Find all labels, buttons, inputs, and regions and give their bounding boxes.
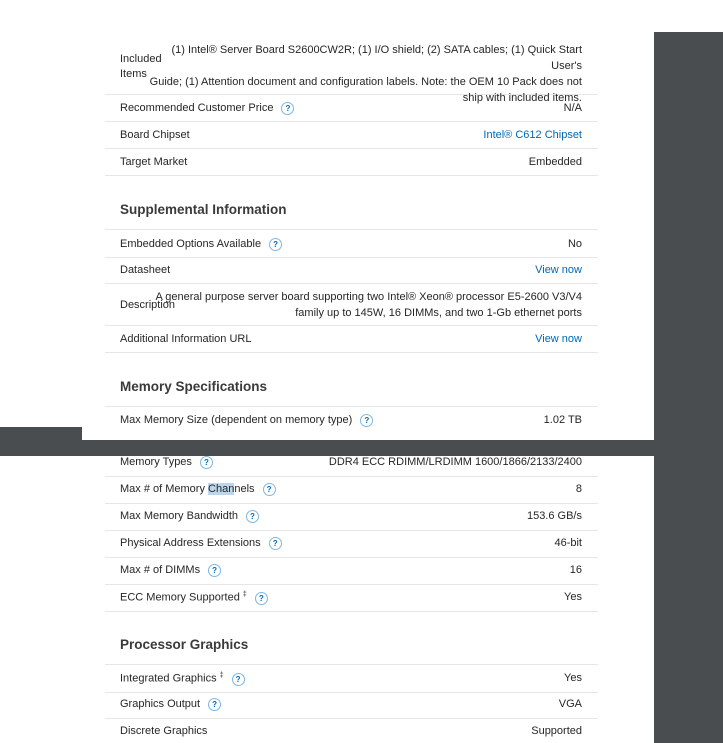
memory-bandwidth-value: 153.6 GB/s xyxy=(526,510,582,522)
label-text: Graphics Output xyxy=(120,698,201,710)
label-text: Integrated Graphics xyxy=(120,672,217,685)
value-line: A general purpose server board supporting two Intel® Xeon® processor E5-2600 V3/V4 xyxy=(155,291,582,303)
memory-channels-row xyxy=(105,476,598,504)
pae-value: 46-bit xyxy=(554,537,582,549)
label-text: Recommended Customer Price xyxy=(120,102,274,114)
board-chipset-link[interactable]: Intel® C612 Chipset xyxy=(483,129,582,141)
ecc-memory-row xyxy=(105,584,598,612)
board-chipset-label: Board Chipset xyxy=(120,129,190,141)
label-line: Items xyxy=(120,68,147,80)
label-text: Max Memory Bandwidth xyxy=(120,510,238,522)
description-label: Description xyxy=(120,299,176,311)
max-memory-size-row xyxy=(105,406,598,434)
help-icon[interactable]: ? xyxy=(232,673,245,686)
top-blank-area xyxy=(0,0,723,32)
left-page-fragment xyxy=(0,32,82,427)
discrete-graphics-value: Supported xyxy=(531,725,582,737)
discrete-graphics-row xyxy=(105,718,598,743)
target-market-value: Embedded xyxy=(528,156,582,168)
help-icon[interactable]: ? xyxy=(281,102,294,115)
ecc-memory-label xyxy=(120,591,268,605)
target-market-row xyxy=(105,148,598,176)
help-icon[interactable]: ? xyxy=(360,414,373,427)
label-text: nels xyxy=(234,483,255,495)
label-text: Physical Address Extensions xyxy=(120,537,261,549)
integrated-graphics-label xyxy=(120,672,245,686)
label-line: Included xyxy=(120,53,162,65)
recommended-price-label xyxy=(120,102,294,115)
label-text: Max Memory Size (dependent on memory type) xyxy=(120,414,353,426)
footnote-mark: ‡ xyxy=(219,672,224,679)
processor-graphics-heading: Processor Graphics xyxy=(120,637,249,652)
discrete-graphics-label: Discrete Graphics xyxy=(120,725,208,737)
recommended-price-value: N/A xyxy=(563,102,582,114)
memory-specifications-heading: Memory Specifications xyxy=(120,379,268,394)
max-dimms-value: 16 xyxy=(569,564,582,576)
selected-text-highlight: Chan xyxy=(208,483,235,495)
graphics-output-row xyxy=(105,691,598,719)
label-text: Embedded Options Available xyxy=(120,238,262,250)
value-line: Guide; (1) Attention document and configuration labels. Note: the OEM 10 Pack does not xyxy=(149,76,582,88)
board-chipset-row xyxy=(105,121,598,149)
additional-info-url-label: Additional Information URL xyxy=(120,333,252,345)
additional-info-url-link[interactable]: View now xyxy=(535,333,582,345)
memory-bandwidth-label xyxy=(120,510,259,523)
integrated-graphics-row xyxy=(105,664,598,693)
graphics-output-label xyxy=(120,698,221,711)
embedded-options-label xyxy=(120,238,282,251)
embedded-options-value: No xyxy=(567,238,582,250)
value-line: ship with included items. xyxy=(462,92,582,104)
datasheet-row xyxy=(105,256,598,284)
graphics-output-value: VGA xyxy=(558,698,582,710)
help-icon[interactable]: ? xyxy=(269,238,282,251)
memory-channels-value: 8 xyxy=(575,483,582,495)
memory-types-row xyxy=(105,456,598,477)
description-row xyxy=(105,283,598,326)
supplemental-information-heading: Supplemental Information xyxy=(120,202,287,217)
help-icon[interactable]: ? xyxy=(263,483,276,496)
physical-address-extensions-row xyxy=(105,530,598,558)
embedded-options-row xyxy=(105,229,598,258)
value-line: (1) Intel® Server Board S2600CW2R; (1) I/O shield; (2) SATA cables; (1) Quick Start User's xyxy=(171,44,582,72)
value-line: family up to 145W, 16 DIMMs, and two 1-Gb ethernet ports xyxy=(295,307,582,319)
viewer-gutter-right xyxy=(654,32,723,743)
memory-channels-label xyxy=(120,483,276,496)
help-icon[interactable]: ? xyxy=(200,456,213,469)
ecc-memory-value: Yes xyxy=(564,591,582,603)
datasheet-link[interactable]: View now xyxy=(535,264,582,276)
help-icon[interactable]: ? xyxy=(208,698,221,711)
help-icon[interactable]: ? xyxy=(246,510,259,523)
max-dimms-row xyxy=(105,557,598,585)
description-value xyxy=(142,289,582,321)
max-dimms-label xyxy=(120,564,221,577)
memory-bandwidth-row xyxy=(105,503,598,531)
max-memory-size-label xyxy=(120,414,373,427)
label-text: Max # of DIMMs xyxy=(120,564,201,576)
memory-types-label xyxy=(120,456,213,469)
viewer-gap xyxy=(0,440,723,456)
target-market-label: Target Market xyxy=(120,156,188,168)
recommended-price-row xyxy=(105,94,598,122)
label-text: Memory Types xyxy=(120,456,192,468)
included-items-row xyxy=(105,34,598,104)
footnote-mark: ‡ xyxy=(242,591,247,598)
help-icon[interactable]: ? xyxy=(255,592,268,605)
label-text: ECC Memory Supported xyxy=(120,591,240,604)
help-icon[interactable]: ? xyxy=(269,537,282,550)
memory-types-value: DDR4 ECC RDIMM/LRDIMM 1600/1866/2133/2400 xyxy=(328,456,582,468)
max-memory-size-value: 1.02 TB xyxy=(543,414,582,426)
pae-label xyxy=(120,537,282,550)
datasheet-label: Datasheet xyxy=(120,264,171,276)
help-icon[interactable]: ? xyxy=(208,564,221,577)
additional-info-url-row xyxy=(105,325,598,353)
label-text: Max # of Memory xyxy=(120,483,209,495)
integrated-graphics-value: Yes xyxy=(564,672,582,684)
